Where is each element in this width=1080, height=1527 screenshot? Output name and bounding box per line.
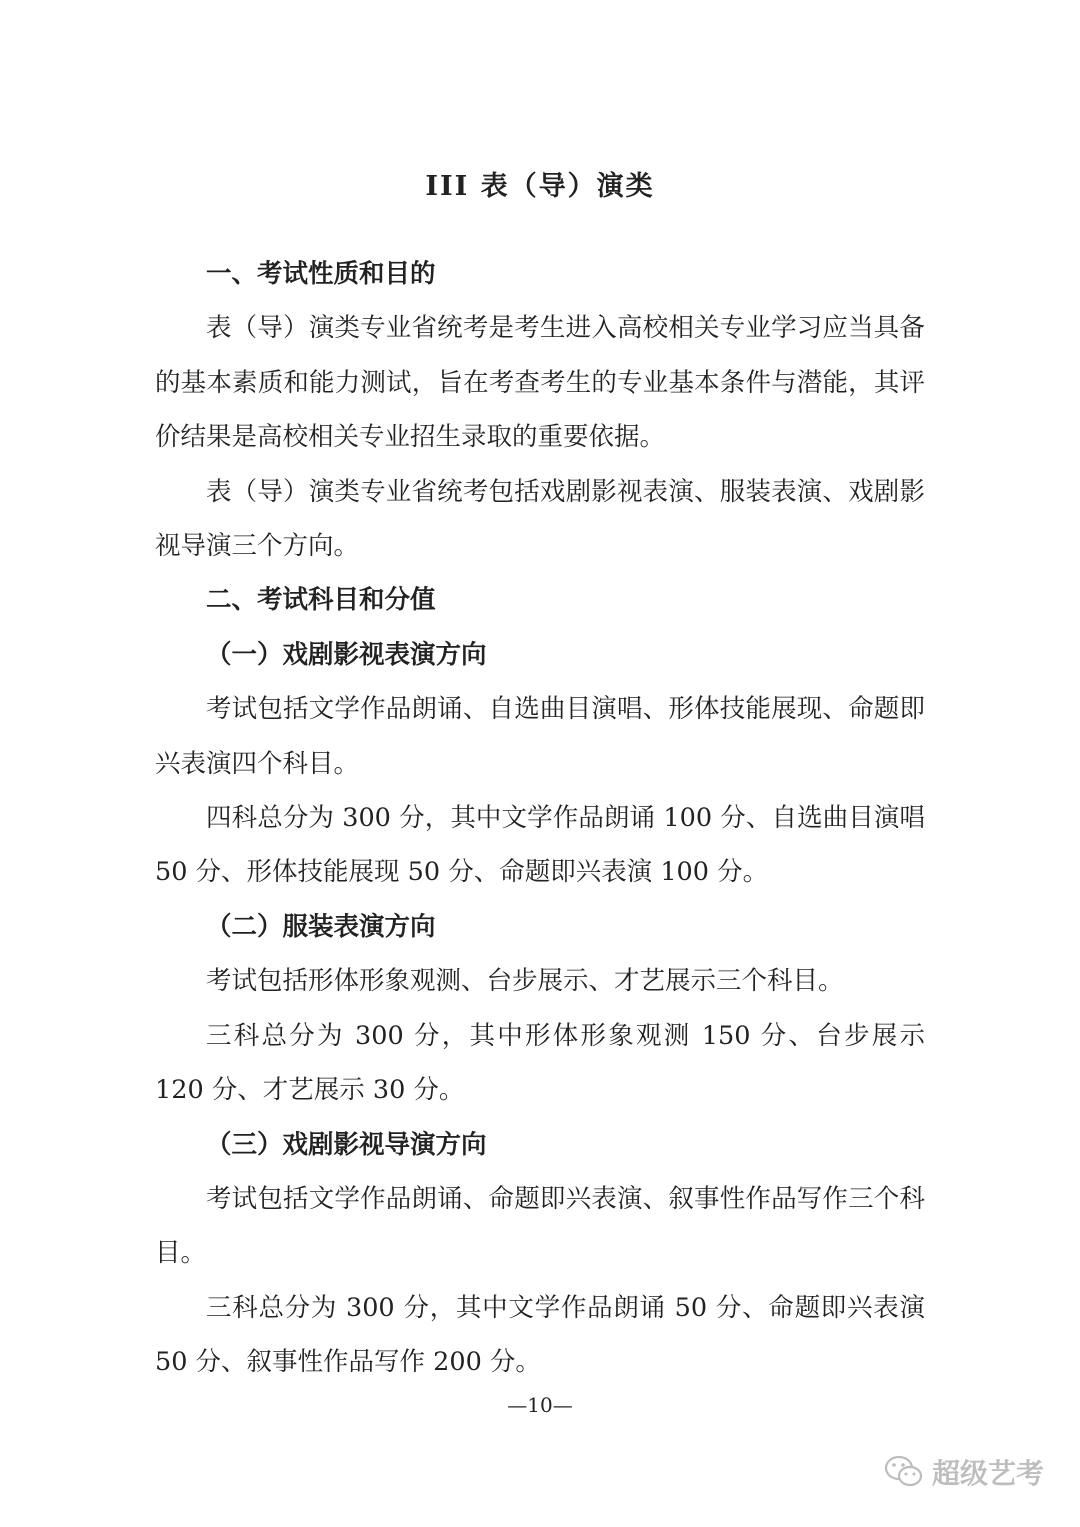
paragraph: 四科总分为 300 分，其中文学作品朗诵 100 分、自选曲目演唱 50 分、形体技能展现 50 分、命题即兴表演 100 分。: [155, 803, 925, 888]
paragraph: 考试包括形体形象观测、台步展示、才艺展示三个科目。: [206, 966, 844, 997]
subsection-heading-3: （三）戏剧影视导演方向: [206, 1129, 487, 1160]
section-heading-2: 二、考试科目和分值: [206, 585, 436, 616]
paragraph: 三科总分为 300 分，其中形体形象观测 150 分、台步展示 120 分、才艺展示 30 分。: [155, 1020, 925, 1106]
subsection-heading-1: （一）戏剧影视表演方向: [206, 639, 487, 670]
paragraph: 表（导）演类专业省统考是考生进入高校相关专业学习应当具备的基本素质和能力测试，旨在考查考生的专业基本条件与潜能，其评价结果是高校相关专业招生录取的重要依据。: [155, 313, 925, 453]
document-title: III 表（导）演类: [425, 171, 655, 202]
watermark-text: 超级艺考: [931, 1457, 1044, 1490]
section-heading-1: 一、考试性质和目的: [206, 259, 436, 289]
document-body: [155, 247, 925, 1390]
watermark: [884, 1452, 1044, 1492]
wechat-icon: [884, 1454, 924, 1490]
paragraph: 考试包括文学作品朗诵、命题即兴表演、叙事性作品写作三个科目。: [155, 1183, 925, 1269]
page-number: —10—: [507, 1393, 573, 1417]
subsection-heading-2: （二）服装表演方向: [206, 911, 436, 942]
paragraph: 考试包括文学作品朗诵、自选曲目演唱、形体技能展现、命题即兴表演四个科目。: [155, 694, 925, 779]
paragraph: 表（导）演类专业省统考包括戏剧影视表演、服装表演、戏剧影视导演三个方向。: [155, 476, 925, 562]
paragraph: 三科总分为 300 分，其中文学作品朗诵 50 分、命题即兴表演 50 分、叙事性作品写作 200 分。: [155, 1292, 925, 1378]
